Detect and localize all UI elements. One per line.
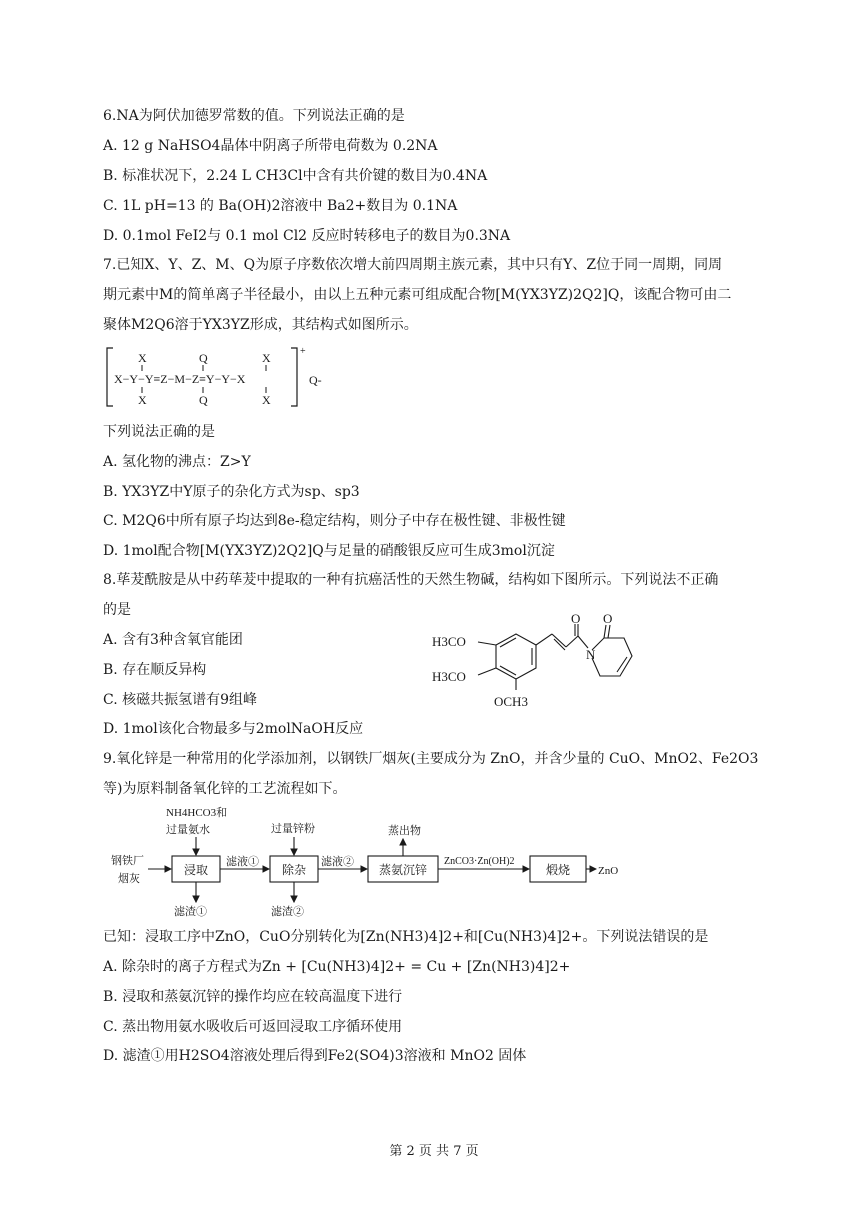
q8-option-b: B. 存在顺反异构 (103, 662, 207, 678)
q7-option-c: C. M2Q6中所有原子均达到8e-稳定结构，则分子中存在极性键、非极性键 (103, 513, 566, 529)
reagent1-line1: NH4HCO3和 (166, 807, 228, 819)
step-calcine: 煅烧 (546, 863, 571, 877)
residue1-label: 滤渣① (174, 906, 207, 918)
filtrate2-label: 滤液② (321, 856, 354, 868)
right-bracket (291, 348, 297, 406)
bottom-q: Q (199, 393, 208, 407)
cation-charge: + (300, 346, 306, 357)
input-line2: 烟灰 (118, 873, 140, 885)
left-bracket (107, 348, 113, 406)
step-purify: 除杂 (282, 863, 307, 877)
q7-stem-line2: 期元素中M的简单离子半径最小，由以上五种元素可组成配合物[M(YX3YZ)2Q2]Q，该配合物可由二 (103, 287, 732, 303)
q6-option-d: D. 0.1mol FeI2与 0.1 mol Cl2 反应时转移电子的数目为0.3NA (103, 228, 511, 244)
q6-option-a: A. 12 g NaHSO4晶体中阴离子所带电荷数为 0.2NA (103, 138, 438, 154)
q9-flowchart (108, 802, 638, 922)
q9-option-d: D. 滤渣①用H2SO4溶液处理后得到Fe2(SO4)3溶液和 MnO2 固体 (103, 1048, 527, 1064)
q8-stem-line1: 8.荜茇酰胺是从中药荜茇中提取的一种有抗癌活性的天然生物碱，结构如下图所示。下列说法不正确 (103, 572, 719, 588)
carbonyl-o-1: O (571, 611, 581, 626)
nitrogen-label: N (586, 647, 596, 662)
q8-option-c: C. 核磁共振氢谱有9组峰 (103, 692, 258, 708)
product-label: ZnO (598, 865, 619, 877)
page-footer: 第 2 页 共 7 页 (389, 1144, 479, 1159)
q7-stem-line3: 聚体M2Q6溶于YX3YZ形成，其结构式如图所示。 (103, 317, 418, 333)
q7-option-b: B. YX3YZ中Y原子的杂化方式为sp、sp3 (103, 484, 360, 500)
benzene-ring (496, 634, 536, 679)
counter-ion: Q- (309, 373, 322, 387)
reagent1-line2: 过量氨水 (166, 824, 210, 836)
q7-prompt: 下列说法正确的是 (103, 424, 215, 440)
q9-stem-line2: 等)为原料制备氧化锌的工艺流程如下。 (103, 781, 347, 797)
step-leach: 浸取 (184, 863, 209, 877)
lactam-ring (592, 638, 632, 676)
q8-molecule-figure (428, 610, 643, 716)
main-chain: X−Y−Y≡Z−M−Z≡Y−Y−X (114, 372, 246, 386)
q9-option-c: C. 蒸出物用氨水吸收后可返回浸取工序循环使用 (103, 1019, 403, 1035)
q6-stem: 6.NA为阿伏加德罗常数的值。下列说法正确的是 (103, 108, 405, 124)
step-precipitate: 蒸氨沉锌 (379, 863, 428, 877)
methoxy-label-2: H3CO (432, 669, 466, 684)
top-x-right: X (262, 351, 271, 365)
q6-option-c: C. 1L pH=13 的 Ba(OH)2溶液中 Ba2+数目为 0.1NA (103, 198, 458, 214)
input-line1: 钢铁厂 (111, 855, 144, 867)
q8-option-d: D. 1mol该化合物最多与2molNaOH反应 (103, 721, 364, 737)
q7-option-a: A. 氢化物的沸点：Z>Y (103, 454, 251, 470)
methoxy-label-3: OCH3 (494, 694, 528, 709)
q8-option-a: A. 含有3种含氧官能团 (103, 632, 243, 648)
vapor-label: 蒸出物 (388, 825, 421, 837)
intermediate-label: ZnCO3·Zn(OH)2 (444, 856, 515, 867)
q6-option-b: B. 标准状况下，2.24 L CH3Cl中含有共价键的数目为0.4NA (103, 168, 488, 184)
q7-stem-line1: 7.已知X、Y、Z、M、Q为原子序数依次增大前四周期主族元素，其中只有Y、Z位于同一周期，同周 (103, 257, 723, 273)
methoxy-label-1: H3CO (432, 634, 466, 649)
residue2-label: 滤渣② (271, 906, 304, 918)
top-q: Q (199, 351, 208, 365)
bottom-x-left: X (138, 393, 147, 407)
carbonyl-o-2: O (603, 611, 613, 626)
q9-known: 已知：浸取工序中ZnO，CuO分别转化为[Zn(NH3)4]2+和[Cu(NH3)4]2+。下列说法错误的是 (103, 929, 709, 945)
filtrate1-label: 滤液① (226, 856, 259, 868)
q8-stem-line2: 的是 (103, 602, 131, 618)
bottom-x-right: X (262, 393, 271, 407)
reagent2: 过量锌粉 (271, 823, 315, 835)
q9-option-b: B. 浸取和蒸氨沉锌的操作均应在较高温度下进行 (103, 989, 403, 1005)
q9-option-a: A. 除杂时的离子方程式为Zn + [Cu(NH3)4]2+ = Cu + [Zn(NH3)4]2+ (103, 959, 571, 975)
top-x-left: X (138, 351, 147, 365)
q7-option-d: D. 1mol配合物[M(YX3YZ)2Q2]Q与足量的硝酸银反应可生成3mol沉淀 (103, 543, 555, 559)
q9-stem-line1: 9.氧化锌是一种常用的化学添加剂，以钢铁厂烟灰(主要成分为 ZnO，并含少量的 CuO、MnO2、Fe2O3 (103, 751, 759, 767)
q7-structure-figure (103, 342, 343, 412)
